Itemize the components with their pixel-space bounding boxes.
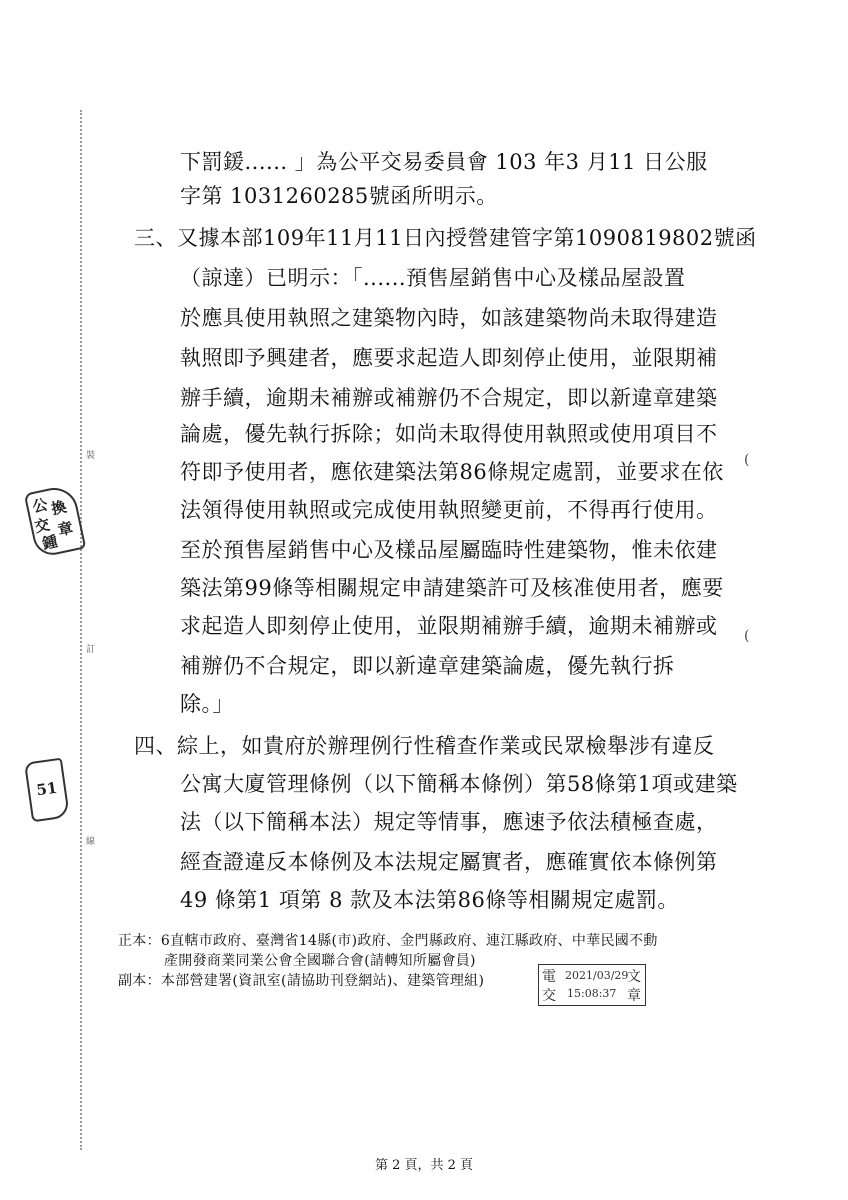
body-line-3: 三、又據本部109年11月11日內授營建管字第1090819802號函: [134, 226, 757, 250]
body-line-10: 法領得使用執照或完成使用執照變更前，不得再行使用。: [180, 498, 718, 522]
side-seal-stamp: 公 換 交 鍾 章: [24, 484, 87, 559]
body-line-14: 補辦仍不合規定，即以新違章建築論處，優先執行拆: [180, 654, 675, 678]
estamp-time: 15:08:37: [567, 987, 617, 1000]
body-line-5: 於應具使用執照之建築物內時，如該建築物尚未取得建造: [180, 306, 718, 330]
body-line-6: 執照即予興建者，應要求起造人即刻停止使用，並限期補: [180, 346, 718, 370]
body-line-17: 公寓大廈管理條例（以下簡稱本條例）第58條第1項或建築: [180, 772, 738, 796]
estamp-char-2: 交: [542, 988, 556, 1004]
binding-mark-bottom: 線: [86, 837, 96, 847]
margin-mark-right-2: (: [744, 628, 750, 644]
distribution-original-line-1: 正本：6直轄市政府、臺灣省14縣(市)政府、金門縣政府、連江縣政府、中華民國不動: [118, 933, 658, 949]
margin-mark-right-1: (: [744, 452, 750, 468]
page-number: 第 2 頁，共 2 頁: [374, 1158, 474, 1173]
body-line-11: 至於預售屋銷售中心及樣品屋屬臨時性建築物，惟未依建: [180, 538, 718, 562]
body-line-1: 下罰鍰...... 」為公平交易委員會 103 年3 月11 日公服: [180, 150, 708, 174]
binding-dotted-line: [80, 110, 82, 1150]
body-line-16: 四、綜上，如貴府於辦理例行性稽查作業或民眾檢舉涉有違反: [134, 734, 715, 758]
body-line-7: 辦手續，逾期未補辦或補辦仍不合規定，即以新違章建築: [180, 386, 718, 410]
estamp-char-1: 電: [542, 969, 556, 985]
estamp-date: 2021/03/29: [565, 969, 629, 982]
estamp-char-4: 章: [627, 988, 641, 1004]
body-line-13: 求起造人即刻停止使用，並限期補辦手續，逾期未補辦或: [180, 614, 718, 638]
distribution-original-line-2: 產開發商業同業公會全國聯合會(請轉知所屬會員): [164, 953, 476, 969]
body-line-20: 49 條第1 項第 8 款及本法第86條等相關規定處罰。: [180, 888, 679, 912]
binding-mark-middle: 訂: [86, 645, 96, 655]
body-line-19: 經查證違反本條例及本法規定屬實者，應確實依本條例第: [180, 850, 718, 874]
electronic-exchange-stamp: [538, 964, 646, 1006]
body-line-18: 法（以下簡稱本法）規定等情事，應速予依法積極查處，: [180, 810, 718, 834]
body-line-15: 除。」: [180, 692, 234, 716]
body-line-4: （諒達）已明示：「......預售屋銷售中心及樣品屋設置: [180, 266, 686, 290]
estamp-char-3: 文: [627, 969, 641, 985]
binding-mark-top: 裝: [86, 451, 96, 461]
side-page-stamp: 51: [24, 758, 70, 823]
body-line-8: 論處，優先執行拆除；如尚未取得使用執照或使用項目不: [180, 422, 718, 446]
distribution-copy-line: 副本：本部營建署(資訊室(請協助刊登網站)、建築管理組): [118, 973, 485, 989]
body-line-9: 符即予使用者，應依建築法第86條規定處罰，並要求在依: [180, 460, 724, 484]
body-line-2: 字第 1031260285號函所明示。: [180, 184, 498, 208]
body-line-12: 築法第99條等相關規定申請建築許可及核准使用者，應要: [180, 576, 724, 600]
